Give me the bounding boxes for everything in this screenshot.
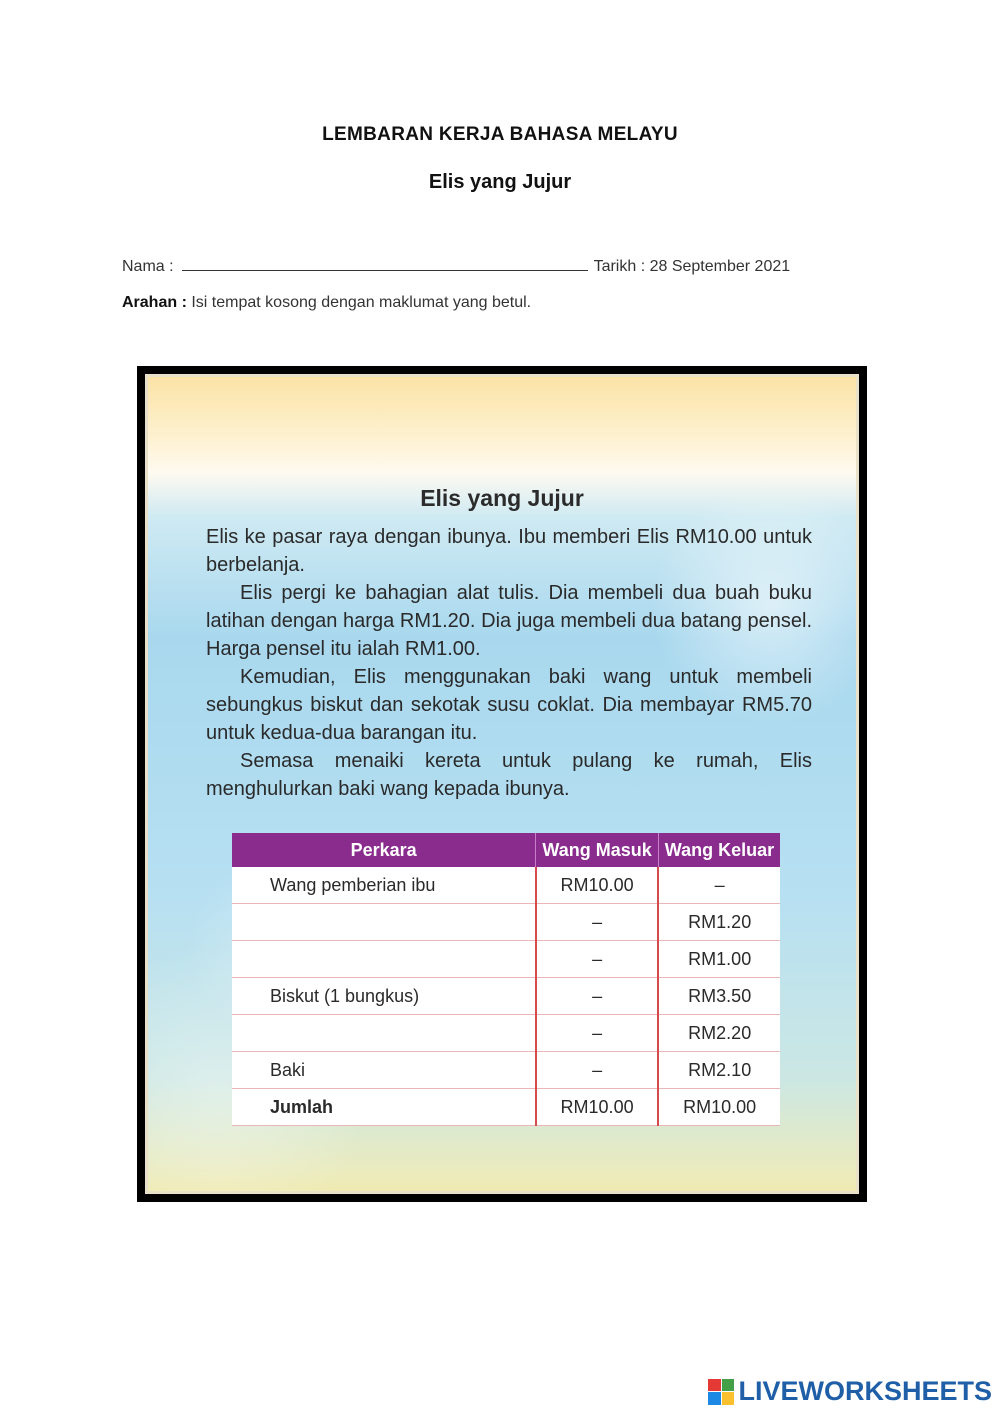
table-row — [232, 867, 780, 904]
cell-in: – — [536, 1052, 659, 1089]
cell-out: RM10.00 — [658, 1089, 780, 1126]
table-row — [232, 904, 780, 941]
date-label: Tarikh : 28 September 2021 — [593, 258, 791, 275]
cell-item: Baki — [232, 1052, 536, 1089]
table-total-row — [232, 1089, 780, 1126]
table-row — [232, 941, 780, 978]
story-title: Elis yang Jujur — [420, 485, 584, 511]
cell-item: Jumlah — [232, 1089, 536, 1126]
cell-item-blank[interactable] — [232, 1015, 536, 1052]
cell-item-blank[interactable] — [232, 904, 536, 941]
money-table — [232, 833, 780, 1126]
table-row — [232, 1015, 780, 1052]
cell-item: Wang pemberian ibu — [232, 867, 536, 904]
name-date-line — [122, 256, 842, 276]
cell-item-blank[interactable] — [232, 941, 536, 978]
liveworksheets-logo-icon — [708, 1379, 734, 1405]
cell-out: RM3.50 — [658, 978, 780, 1015]
liveworksheets-brand[interactable] — [708, 1376, 992, 1407]
worksheet-subtitle: Elis yang Jujur — [428, 171, 572, 193]
story-picture — [145, 374, 859, 1194]
story-text — [206, 523, 812, 803]
cell-out: RM2.20 — [658, 1015, 780, 1052]
story-paragraph: Kemudian, Elis menggunakan baki wang untuk membeli sebungkus biskut dan sekotak susu coklat. Dia membayar RM5.70 untuk kedua-dua barangan itu. — [206, 666, 812, 744]
table-row — [232, 1052, 780, 1089]
cell-in: – — [536, 941, 659, 978]
name-blank[interactable] — [182, 256, 588, 271]
cell-item: Biskut (1 bungkus) — [232, 978, 536, 1015]
story-paragraph: Elis ke pasar raya dengan ibunya. Ibu memberi Elis RM10.00 untuk berbelanja. — [206, 526, 812, 576]
cell-out: – — [658, 867, 780, 904]
logo-square — [708, 1392, 721, 1405]
header-wang-masuk: Wang Masuk — [536, 833, 659, 867]
cell-out: RM2.10 — [658, 1052, 780, 1089]
table-header-row — [232, 833, 780, 867]
story-paragraph: Semasa menaiki kereta untuk pulang ke rumah, Elis menghulurkan baki wang kepada ibunya. — [206, 750, 812, 800]
logo-square — [722, 1392, 735, 1405]
cell-in: – — [536, 978, 659, 1015]
table-row — [232, 978, 780, 1015]
instruction-text: Isi tempat kosong dengan maklumat yang betul. — [191, 294, 532, 311]
header-wang-keluar: Wang Keluar — [658, 833, 780, 867]
cell-out: RM1.20 — [658, 904, 780, 941]
logo-square — [708, 1379, 721, 1392]
cell-in: – — [536, 1015, 659, 1052]
instruction — [122, 294, 531, 312]
cell-in: RM10.00 — [536, 1089, 659, 1126]
cell-out: RM1.00 — [658, 941, 780, 978]
story-paragraph: Elis pergi ke bahagian alat tulis. Dia membeli dua buah buku latihan dengan harga RM1.20. Dia juga membeli dua batang pensel. Harga pensel itu ialah RM1.00. — [206, 582, 812, 660]
story-picture-frame — [137, 366, 867, 1202]
logo-square — [722, 1379, 735, 1392]
worksheet-title: LEMBARAN KERJA BAHASA MELAYU — [322, 124, 678, 145]
cell-in: – — [536, 904, 659, 941]
liveworksheets-wordmark: LIVEWORKSHEETS — [738, 1376, 992, 1406]
header-perkara: Perkara — [232, 833, 536, 867]
instruction-label: Arahan : — [122, 294, 187, 311]
name-label: Nama : — [122, 258, 174, 275]
cell-in: RM10.00 — [536, 867, 659, 904]
